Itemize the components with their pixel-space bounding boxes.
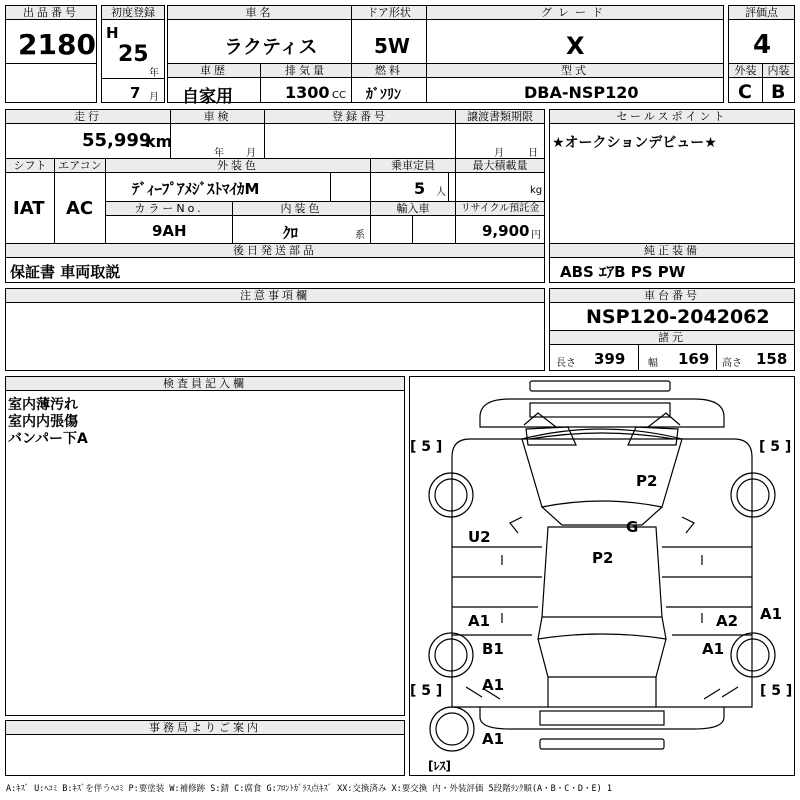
interior-label: 内装 [763, 64, 794, 78]
width: 169 [678, 350, 710, 368]
insp-month-unit: 月 [246, 148, 256, 159]
shift: IAT [13, 198, 45, 219]
tire-front-left: [ 5 ] [410, 439, 443, 455]
legend: A:ｷｽﾞ U:ﾍｺﾐ B:ｷｽﾞを伴うﾍｺﾐ P:要塗装 W:補修跡 S:錆 C:腐食 G:ﾌﾛﾝﾄｶﾞﾗｽ点ｷｽﾞ XX:交換済み X:要交換 内・外装評価 5段階ﾗﾝｸ順(A・B・C・D・E) 1 [6, 784, 612, 794]
first-reg-label: 初度登録 [102, 6, 164, 20]
damage-mark: A1 [482, 730, 505, 748]
era: H [106, 24, 119, 42]
fuel-label: 燃料 [352, 64, 426, 78]
notes-box [5, 288, 545, 371]
damage-mark: A1 [468, 612, 491, 630]
spare-tire: [ﾚｽ] [428, 759, 451, 773]
grade: X [566, 32, 585, 60]
damage-mark: B1 [482, 640, 504, 658]
car-box [167, 5, 724, 107]
interior-grade: B [771, 81, 786, 103]
mileage: 55,999 [82, 130, 152, 151]
color-no: 9AH [152, 222, 187, 240]
damage-mark: U2 [468, 528, 491, 546]
sales-box [549, 109, 795, 283]
door-label: ドア形状 [352, 6, 426, 20]
door-type: 5W [374, 34, 410, 58]
shift-label: シフト [6, 159, 54, 173]
mileage-label: 走行 [6, 110, 170, 124]
score-label: 評価点 [729, 6, 794, 20]
equipment-label: 純正装備 [550, 244, 794, 258]
exterior-grade: C [738, 81, 752, 103]
height-label: 高さ [722, 358, 742, 369]
inspector-box [5, 376, 405, 716]
office-label: 事務局よりご案内 [6, 721, 404, 735]
inspection-label: 車検 [171, 110, 264, 124]
reg-no-label: 登録番号 [265, 110, 455, 124]
ac-label: エアコン [55, 159, 105, 173]
tire-rear-left: [ 5 ] [410, 683, 443, 699]
fuel: ｶﾞｿﾘﾝ [366, 87, 401, 103]
length-label: 長さ [556, 358, 576, 369]
damage-mark: A2 [716, 612, 739, 630]
first-reg-box [101, 5, 165, 103]
damage-mark: A1 [760, 605, 783, 623]
color-label: 外装色 [106, 159, 370, 173]
year-unit: 年 [149, 68, 159, 79]
history: 自家用 [182, 87, 233, 107]
lot-box [5, 5, 97, 103]
displacement: 1300 [285, 83, 330, 102]
dims-label: 諸元 [550, 330, 794, 345]
recycle-deposit: 9,900 [482, 222, 530, 240]
load-label: 最大積載量 [456, 159, 544, 173]
ac: AC [66, 198, 94, 219]
damage-mark: P2 [592, 549, 614, 567]
capacity: 5 [414, 179, 426, 198]
model: DBA-NSP120 [524, 83, 639, 102]
interior-color: ｸﾛ [283, 224, 299, 242]
displacement-label: 排気量 [261, 64, 351, 78]
later-parts-label: 後日発送部品 [6, 244, 544, 258]
score-box [728, 5, 795, 103]
cc-unit: CC [332, 90, 346, 101]
chassis-number: NSP120-2042062 [586, 306, 770, 328]
history-label: 車歴 [168, 64, 260, 78]
damage-mark: G [626, 518, 639, 536]
car-diagram [409, 376, 795, 776]
later-parts: 保証書 車両取説 [10, 263, 121, 281]
model-label: 型式 [427, 64, 723, 78]
reg-year: 25 [118, 42, 149, 67]
load-unit: kg [530, 185, 543, 196]
damage-mark: P2 [636, 472, 658, 490]
notes-label: 注意事項欄 [6, 289, 544, 303]
transfer-day-unit: 日 [528, 148, 538, 159]
car-outline [410, 377, 794, 775]
reg-month: 7 [130, 84, 141, 102]
car-name: ラクティス [224, 36, 318, 58]
transfer-month-unit: 月 [494, 148, 504, 159]
lot-number: 2180 [18, 28, 96, 61]
interior-color-label: 内装色 [233, 202, 370, 216]
capacity-label: 乗車定員 [371, 159, 455, 173]
interior-color-unit: 系 [355, 230, 365, 241]
damage-mark: A1 [482, 676, 505, 694]
chassis-box [549, 288, 795, 371]
chassis-label: 車台番号 [550, 289, 794, 303]
lot-label: 出品番号 [6, 6, 96, 20]
grade-label: グレード [427, 6, 723, 20]
recycle-unit: 円 [531, 230, 541, 241]
tire-rear-right: [ 5 ] [760, 683, 793, 699]
length: 399 [594, 350, 626, 368]
inspector-label: 検査員記入欄 [6, 377, 404, 391]
height: 158 [756, 350, 788, 368]
month-unit: 月 [149, 92, 159, 103]
sales-label: セールスポイント [550, 110, 794, 124]
inspector-line-1: 室内薄汚れ [8, 397, 78, 413]
tire-front-right: [ 5 ] [759, 439, 792, 455]
transfer-label: 譲渡書類期限 [456, 110, 544, 124]
recycle-label: リサイクル預託金 [456, 202, 544, 216]
sales-point: ★オークションデビュー★ [552, 135, 717, 151]
equipment: ABS ｴｱB PS PW [560, 263, 686, 281]
inspector-line-3: バンパー下A [8, 431, 88, 447]
color-no-label: カラーNo. [106, 202, 232, 216]
capacity-unit: 人 [436, 187, 446, 198]
width-label: 幅 [648, 358, 658, 369]
exterior-label: 外装 [729, 64, 762, 78]
score: 4 [753, 30, 772, 60]
details-box [5, 109, 545, 283]
inspector-line-2: 室内内張傷 [8, 414, 78, 430]
insp-year-unit: 年 [214, 148, 224, 159]
km-unit: km [145, 132, 173, 151]
damage-mark: A1 [702, 640, 725, 658]
car-name-label: 車名 [168, 6, 351, 20]
import-label: 輸入車 [371, 202, 455, 216]
body-color: ﾃﾞｨｰﾌﾟｱﾒｼﾞｽﾄﾏｲｶM [132, 180, 260, 198]
office-box [5, 720, 405, 776]
